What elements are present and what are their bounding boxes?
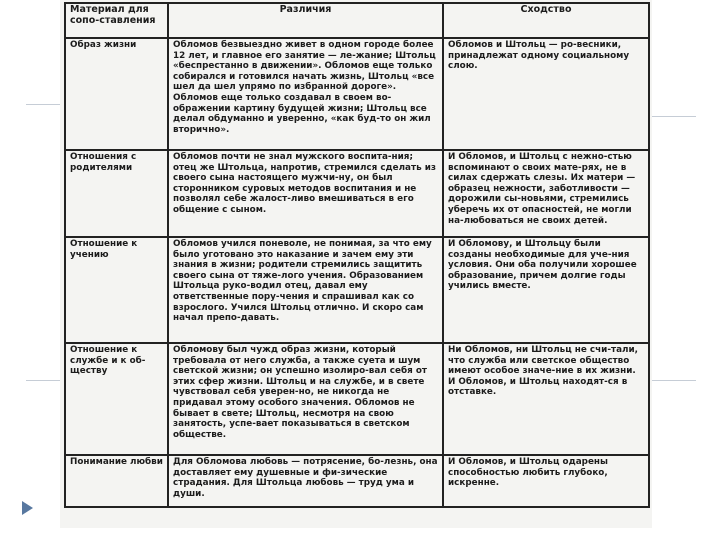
differences-cell: Обломов учился поневоле, не понимая, за что ему было уготовано это наказание и зачем ему эти знания в жизни; родители стремились защитить своего сына от тяже-лого учения. Образованием Штольца руко-водил отец, давал ему ответственные пору-чения и спрашивал как со взрослого. Учился Штольц отлично. И скоро сам начал препо-давать.	[168, 237, 443, 343]
criterion-cell: Отношение к службе и к об-ществу	[65, 343, 168, 455]
differences-cell: Для Обломова любовь — потрясение, бо-лезнь, она доставляет ему душевные и фи-зические страдания. Для Штольца любовь — труд ума и души.	[168, 455, 443, 507]
column-header-material: Материал для сопо-ставления	[65, 3, 168, 38]
slide-arrow-icon	[22, 501, 33, 515]
table-row	[65, 38, 649, 150]
table-row	[65, 237, 649, 343]
similarity-cell: Ни Обломов, ни Штольц не счи-тали, что служба или светское общество имеют особое значе-ние в их жизни. И Обломов, и Штольц находят-ся в отставке.	[443, 343, 649, 455]
table-row	[65, 455, 649, 507]
similarity-cell: И Обломов, и Штольц с нежно-стью вспоминают о своих мате-рях, не в силах сдержать слезы. Их матери — образец нежности, заботливости — дорожили сы-новьями, стремились уберечь их от опасностей, не могли на-любоваться не своих детей.	[443, 150, 649, 237]
slide-decoration-line	[26, 104, 60, 105]
column-header-differences: Различия	[168, 3, 443, 38]
similarity-cell: И Обломову, и Штольцу были созданы необходимые для уче-ния условия. Они оба получили хорошее образование, причем долгие годы учились вместе.	[443, 237, 649, 343]
differences-cell: Обломову был чужд образ жизни, который требовала от него служба, а также суета и шум светской жизни; он успешно изолиро-вал себя от этих сфер жизни. Штольц и на службе, и в свете чувствовал себя уверен-но, не никогда не придавал этому особого значения. Обломов не бывает в свете; Штольц, несмотря на свою занятость, успе-вает показываться в светском обществе.	[168, 343, 443, 455]
differences-cell: Обломов безвыездно живет в одном городе более 12 лет, и главное его занятие — ле-жание; Штольц «беспрестанно в движении». Обломов еще только собирался и готовился начать жизнь, Штольц «все шел да шел упрямо по избранной дороге». Обломов еще только создавал в своем во-ображении картину будущей жизни; Штольц все делал обдуманно и уверенно, «как буд-то он жил вторично».	[168, 38, 443, 150]
similarity-cell: Обломов и Штольц — ро-весники, принадлежат одному социальному слою.	[443, 38, 649, 150]
differences-cell: Обломов почти не знал мужского воспита-ния; отец же Штольца, напротив, стремился сделать из своего сына настоящего мужчи-ну, он был сторонником суровых методов воспитания и не позволял себе жалост-ливо вмешиваться в его общение с сыном.	[168, 150, 443, 237]
criterion-cell: Отношение к учению	[65, 237, 168, 343]
slide-decoration-line	[26, 380, 60, 381]
column-header-similarity: Сходство	[443, 3, 649, 38]
table-row	[65, 150, 649, 237]
slide-decoration-line	[652, 116, 696, 117]
criterion-cell: Понимание любви	[65, 455, 168, 507]
criterion-cell: Образ жизни	[65, 38, 168, 150]
table-row	[65, 343, 649, 455]
table-header-row	[65, 3, 649, 38]
similarity-cell: И Обломов, и Штольц одарены способностью любить глубоко, искренне.	[443, 455, 649, 507]
criterion-cell: Отношения с родителями	[65, 150, 168, 237]
comparison-table	[64, 2, 650, 508]
slide-decoration-line	[652, 380, 696, 381]
